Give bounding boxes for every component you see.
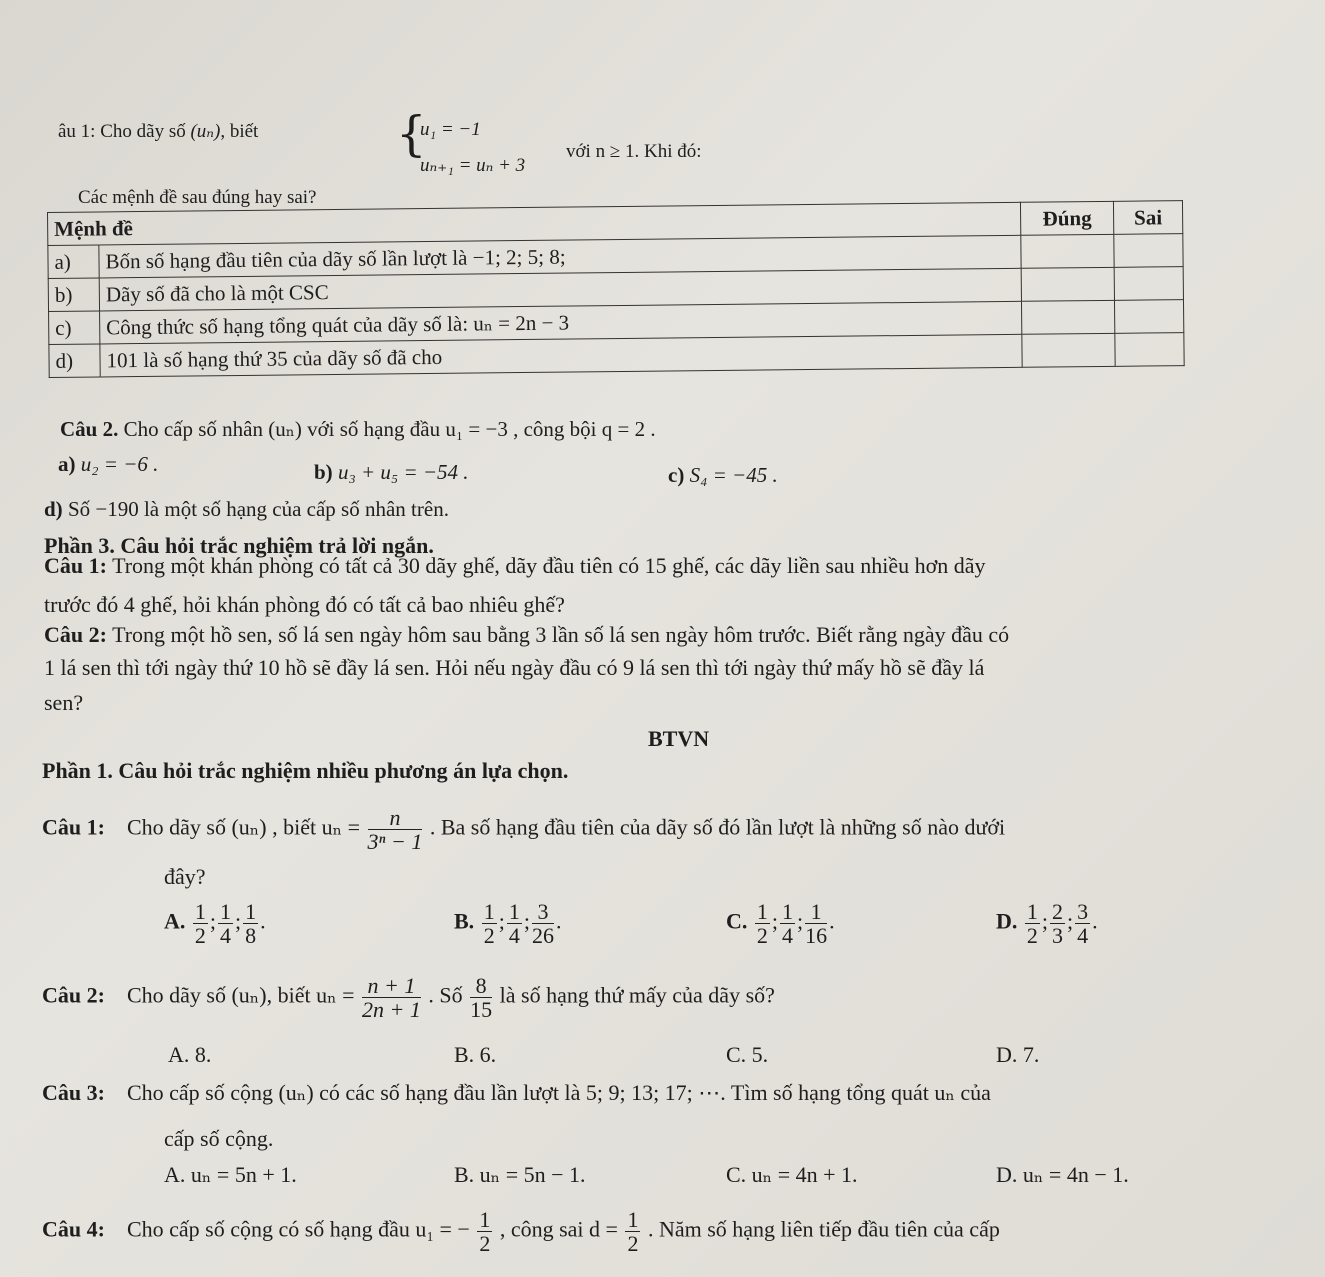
answer-cell-dung[interactable] xyxy=(1021,267,1114,301)
answer-cell-sai[interactable] xyxy=(1114,300,1183,334)
p1-c1-line2: đây? xyxy=(164,864,206,889)
p1-c1-option-b[interactable]: B. $\frac{1}{2}$ ; $\frac{1}{4}$ ; $\frac{3}{26}$ . xyxy=(454,899,562,949)
p1-c1-option-a[interactable]: A. $\frac{1}{2}$ ; $\frac{1}{4}$ ; $\frac{1}{8}$ . xyxy=(164,899,266,949)
cau2-line: Câu 2. Cho cấp số nhân (uₙ) với số hạng đầu u₁ = −3 , công bội q = 2 . xyxy=(60,417,656,441)
q1-condition: với n ≥ 1. Khi đó: xyxy=(566,141,702,162)
answer-cell-dung[interactable] xyxy=(1021,300,1114,334)
header-menh-de: Mệnh đề xyxy=(48,202,1021,245)
p1-c3-option-a[interactable]: A. uₙ = 5n + 1. xyxy=(164,1162,297,1187)
p1-c2-option-d[interactable]: D. 7. xyxy=(996,1042,1040,1067)
cau2-b: b) u₃ + u₅ = −54 . xyxy=(314,460,469,484)
q1-system: { xyxy=(396,106,427,162)
header-dung: Đúng xyxy=(1020,201,1113,235)
table-row: a) Bốn số hạng đầu tiên của dãy số lần lượt là −1; 2; 5; 8; xyxy=(48,234,1183,279)
phan3-q2-line3: sen? xyxy=(44,690,84,715)
p1-c2-option-c[interactable]: C. 5. xyxy=(726,1042,769,1067)
p1-c4: Câu 4: Cho cấp số cộng có số hạng đầu u₁ = − $\frac{1}{2}$ , công sai d = $\frac{1}{2}$ . Năm số hạng liên tiếp đầu tiên của cấp xyxy=(42,1207,1000,1257)
phan3-q1-line1: Câu 1: Trong một khán phòng có tất cả 30 dãy ghế, dãy đầu tiên có 15 ghế, các dãy liền sau nhiều hơn dãy xyxy=(44,553,986,578)
phan3-q2-line2: 1 lá sen thì tới ngày thứ 10 hồ sẽ đầy lá sen. Hỏi nếu ngày đầu có 9 lá sen thì tới ngày thứ mấy hồ sẽ đầy lá xyxy=(44,655,985,680)
cau2-d: d) Số −190 là một số hạng của cấp số nhân trên. xyxy=(44,497,449,521)
table-row: b) Dãy số đã cho là một CSC xyxy=(48,267,1183,312)
phan3-q1-line2: trước đó 4 ghế, hỏi khán phòng đó có tất cả bao nhiêu ghế? xyxy=(44,592,565,617)
p1-c3-line1: Câu 3: Cho cấp số cộng (uₙ) có các số hạng đầu lần lượt là 5; 9; 13; 17; ⋯. Tìm số hạng tổng quát uₙ của xyxy=(42,1080,991,1105)
p1-c1-option-c[interactable]: C. $\frac{1}{2}$ ; $\frac{1}{4}$ ; $\frac{1}{16}$ . xyxy=(726,899,835,949)
phan1-title: Phần 1. Câu hỏi trắc nghiệm nhiều phương án lựa chọn. xyxy=(42,758,569,783)
q1-header: âu 1: Cho dãy số (uₙ), biết xyxy=(58,121,259,142)
header-sai: Sai xyxy=(1113,201,1182,235)
phan3-q2-line1: Câu 2: Trong một hồ sen, số lá sen ngày hôm sau bằng 3 lần số lá sen ngày hôm trước. Biết rằng ngày đầu có xyxy=(44,622,1010,647)
answer-cell-sai[interactable] xyxy=(1114,267,1183,301)
p1-c1: Câu 1: Cho dãy số (uₙ) , biết uₙ = $\frac{n}{\text{3ⁿ − 1}}$ . Ba số hạng đầu tiên của dãy số đó lần lượt là những số nào dưới xyxy=(42,805,1006,855)
p1-c1-option-d[interactable]: D. $\frac{1}{2}$ ; $\frac{2}{3}$ ; $\frac{3}{4}$ . xyxy=(996,899,1098,949)
p1-c3-line2: cấp số cộng. xyxy=(164,1126,274,1151)
q1-system-lines: u₁ = −1 uₙ₊₁ = uₙ + 3 xyxy=(420,119,526,176)
answer-cell-sai[interactable] xyxy=(1114,234,1183,268)
answer-cell-dung[interactable] xyxy=(1022,333,1115,367)
phan3-title: Phần 3. Câu hỏi trắc nghiệm trả lời ngắn. xyxy=(44,533,434,558)
answer-cell-dung[interactable] xyxy=(1021,234,1114,268)
table-row: d) 101 là số hạng thứ 35 của dãy số đã cho xyxy=(49,333,1184,378)
table-caption: Các mệnh đề sau đúng hay sai? xyxy=(78,187,317,208)
cau2-a: a) u₂ = −6 . xyxy=(58,452,159,476)
p1-c2-option-b[interactable]: B. 6. xyxy=(454,1042,497,1067)
p1-c3-option-d[interactable]: D. uₙ = 4n − 1. xyxy=(996,1162,1129,1187)
p1-c3-option-b[interactable]: B. uₙ = 5n − 1. xyxy=(454,1162,586,1187)
p1-c2: Câu 2: Cho dãy số (uₙ), biết uₙ = $\frac{n + 1}{2n + 1}$ . Số $\frac{8}{15}$ là số hạng thứ mấy của dãy số? xyxy=(42,973,775,1023)
answer-cell-sai[interactable] xyxy=(1115,333,1184,367)
p1-c3-option-c[interactable]: C. uₙ = 4n + 1. xyxy=(726,1162,858,1187)
cau2-c: c) S₄ = −45 . xyxy=(668,463,778,487)
true-false-table xyxy=(47,200,1185,378)
p1-c2-option-a[interactable]: A. 8. xyxy=(168,1042,212,1067)
table-row: c) Công thức số hạng tổng quát của dãy số là: uₙ = 2n − 3 xyxy=(49,300,1184,345)
btvn-heading: BTVN xyxy=(648,726,710,751)
